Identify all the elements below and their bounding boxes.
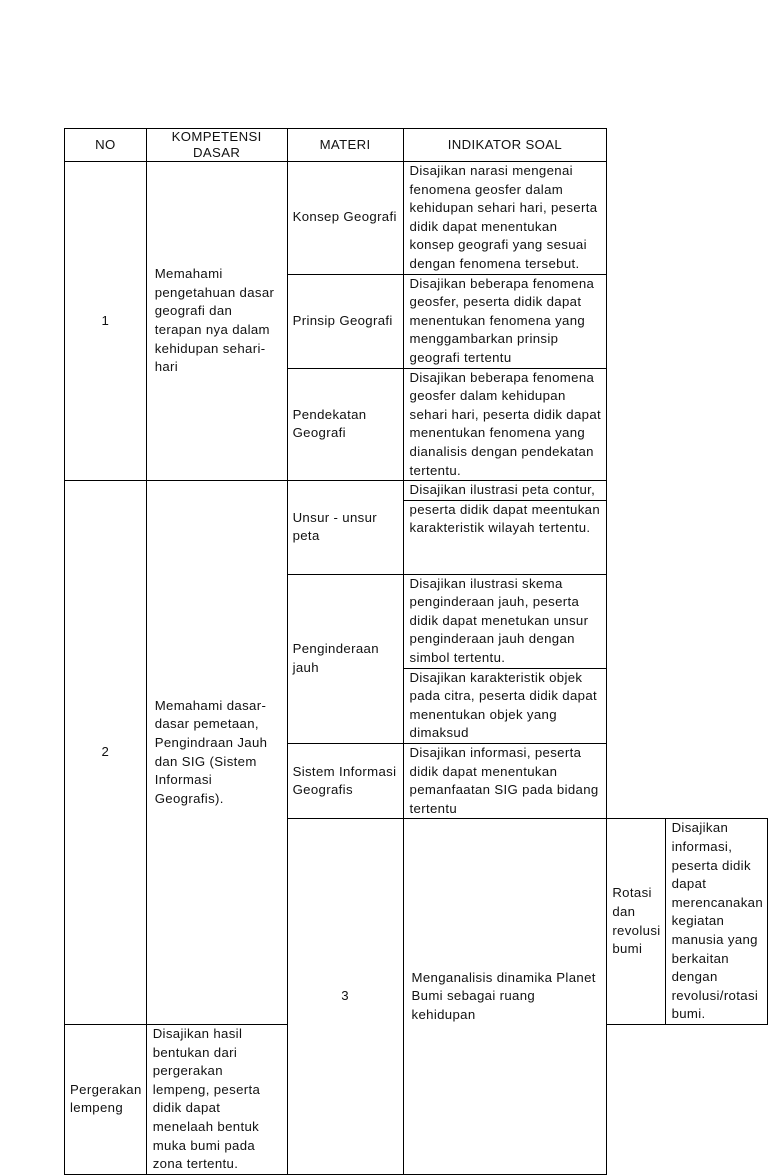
header-indikator-soal: INDIKATOR SOAL xyxy=(403,129,607,162)
header-materi: MATERI xyxy=(287,129,403,162)
materi-cell: Konsep Geografi xyxy=(287,162,403,275)
table-header-row xyxy=(65,129,768,162)
indikator-cell: Disajikan beberapa fenomena geosfer dalam kehidupan sehari hari, peserta didik dapat menentukan fenomena yang dianalisis dengan pendekatan tertentu. xyxy=(403,368,607,481)
header-no: NO xyxy=(65,129,147,162)
indikator-cell: Disajikan narasi mengenai fenomena geosfer dalam kehidupan sehari hari, peserta didik dapat menentukan konsep geografi yang sesuai dengan fenomena tersebut. xyxy=(403,162,607,275)
materi-cell: Unsur - unsur peta xyxy=(287,481,403,575)
row-number: 3 xyxy=(287,819,403,1174)
indikator-cell: peserta didik dapat meentukan karakteristik wilayah tertentu. xyxy=(403,500,607,574)
row-number: 2 xyxy=(65,481,147,1025)
materi-cell: Rotasi dan revolusi bumi xyxy=(607,819,665,1025)
kompetensi-dasar-cell: Menganalisis dinamika Planet Bumi sebagai ruang kehidupan xyxy=(403,819,607,1174)
materi-cell: Pendekatan Geografi xyxy=(287,368,403,481)
materi-cell: Pergerakan lempeng xyxy=(65,1024,147,1174)
materi-cell: Penginderaan jauh xyxy=(287,574,403,743)
row-number: 1 xyxy=(65,162,147,481)
indikator-cell: Disajikan hasil bentukan dari pergerakan lempeng, peserta didik dapat menelaah bentuk muka bumi pada zona tertentu. xyxy=(146,1024,287,1174)
indikator-cell: Disajikan ilustrasi peta contur, xyxy=(403,481,607,501)
header-kompetensi-dasar: KOMPETENSI DASAR xyxy=(146,129,287,162)
kisi-kisi-table xyxy=(64,128,768,1175)
indikator-cell: Disajikan beberapa fenomena geosfer, peserta didik dapat menentukan fenomena yang menggambarkan prinsip geografi tertentu xyxy=(403,274,607,368)
indikator-cell: Disajikan ilustrasi skema penginderaan jauh, peserta didik dapat menetukan unsur penginderaan jauh dengan simbol tertentu. xyxy=(403,574,607,668)
indikator-cell: Disajikan informasi, peserta didik dapat merencanakan kegiatan manusia yang berkaitan dengan revolusi/rotasi bumi. xyxy=(665,819,767,1025)
materi-cell: Sistem Informasi Geografis xyxy=(287,744,403,819)
table-row xyxy=(65,481,768,501)
indikator-cell: Disajikan karakteristik objek pada citra, peserta didik dapat menentukan objek yang dimaksud xyxy=(403,668,607,743)
kompetensi-dasar-cell: Memahami dasar- dasar pemetaan, Pengindraan Jauh dan SIG (Sistem Informasi Geografis). xyxy=(146,481,287,1025)
kompetensi-dasar-cell: Memahami pengetahuan dasar geografi dan terapan nya dalam kehidupan sehari- hari xyxy=(146,162,287,481)
materi-cell: Prinsip Geografi xyxy=(287,274,403,368)
indikator-cell: Disajikan informasi, peserta didik dapat menentukan pemanfaatan SIG pada bidang tertentu xyxy=(403,744,607,819)
table-row xyxy=(65,162,768,275)
